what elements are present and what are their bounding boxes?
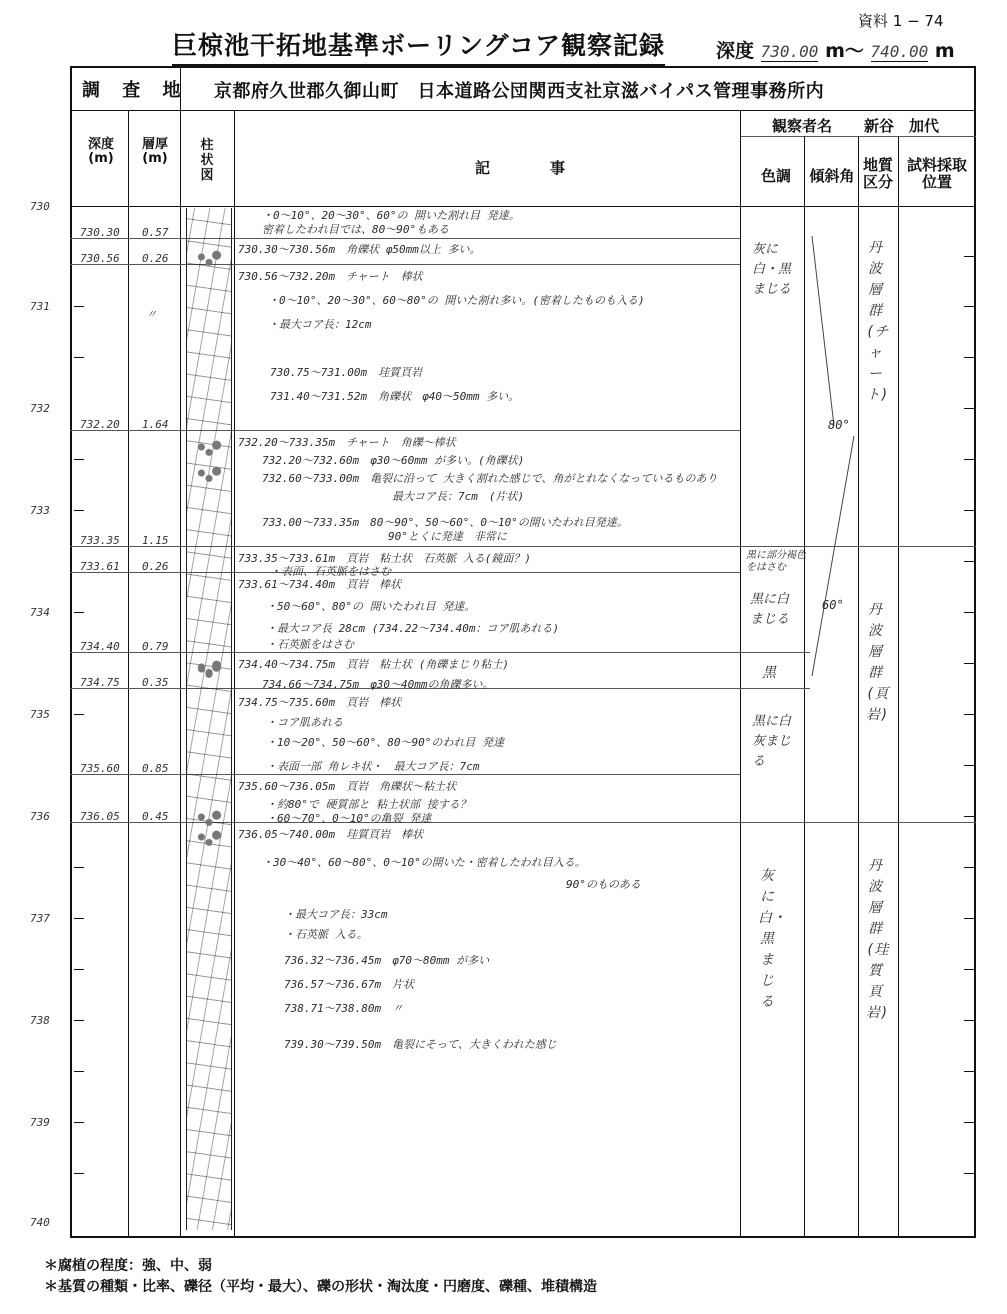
header-column: 柱状図 xyxy=(200,138,214,183)
layer-thickness: 1.15 xyxy=(142,534,169,547)
record-note: 735.60〜736.05m 頁岩 角礫状〜粘土状 xyxy=(238,780,457,793)
scale-tick xyxy=(964,256,974,257)
depth-scale-732: 732 xyxy=(30,402,50,415)
gravel-pattern xyxy=(190,660,228,678)
record-note: ・約80°で 硬質部と 粘土状部 接する？ xyxy=(266,798,471,811)
header-color: 色調 xyxy=(760,167,791,185)
record-note: 734.40〜734.75m 頁岩 粘土状 (角礫まじり粘土) xyxy=(238,658,509,671)
header-record: 記 事 xyxy=(474,159,565,177)
footnote: ＊腐植の程度：強、中、弱 xyxy=(44,1258,212,1274)
record-note: 732.20〜732.60m φ30〜60mm が多い。(角礫状) xyxy=(262,454,525,467)
record-note: 733.00〜733.35m 80〜90°、50〜60°、0〜10°の開いたわれ目発達。 xyxy=(262,516,628,529)
record-note: 730.56〜732.20m チャート 棒状 xyxy=(238,270,423,283)
scale-tick xyxy=(964,1020,974,1021)
observer-name: 新谷 加代 xyxy=(864,117,940,135)
scale-tick xyxy=(74,1020,84,1021)
depth-scale-738: 738 xyxy=(30,1014,50,1027)
dip-angle-lines xyxy=(804,206,858,1238)
layer-boundary xyxy=(70,572,740,573)
layer-boundary xyxy=(70,264,740,265)
scale-tick xyxy=(964,918,974,919)
dip-angle: 80° xyxy=(828,418,850,432)
layer-thickness: 〃 xyxy=(146,308,157,321)
record-note: 734.66〜734.75m φ30〜40mmの角礫多い。 xyxy=(262,678,494,691)
scale-tick xyxy=(964,765,974,766)
scale-tick xyxy=(964,357,974,358)
depth-from: 730.00 xyxy=(760,42,819,61)
depth-range xyxy=(716,36,955,63)
geo-division: 丹波層群(頁岩) xyxy=(866,602,889,723)
layer-depth: 733.61 xyxy=(80,560,120,573)
layer-depth: 736.05 xyxy=(80,810,120,823)
record-note: ・最大コア長 28cm (734.22〜734.40m：コア肌あれる) xyxy=(266,622,560,635)
col-div-geo xyxy=(898,136,899,1238)
depth-scale-731: 731 xyxy=(30,300,50,313)
record-note: ・石英脈 入る。 xyxy=(284,928,368,941)
record-note: 736.57〜736.67m 片状 xyxy=(284,978,415,991)
scale-tick xyxy=(964,306,974,307)
record-note: 739.30〜739.50m 亀裂にそって、大きくわれた感じ xyxy=(284,1038,557,1051)
geo-division: 丹波層群(珪質頁岩) xyxy=(866,858,889,1021)
layer-boundary xyxy=(70,430,740,431)
observer-label: 観察者名 xyxy=(772,117,833,135)
record-note: ・最大コア長：33cm xyxy=(284,908,388,921)
color-note: 黒に部分褐色をはさむ xyxy=(746,550,806,573)
depth-unit-2: m xyxy=(934,40,955,62)
record-note: 732.60〜733.00m 亀裂に沿って 大きく割れた感じで、角がとれなくなっているものあり xyxy=(262,472,718,485)
record-note: 733.35〜733.61m 頁岩 粘土状 石英脈 入る(鏡面？) xyxy=(238,552,531,565)
depth-scale-740: 740 xyxy=(30,1216,50,1229)
layer-boundary xyxy=(70,774,740,775)
color-note: 黒に白灰まじる xyxy=(752,714,792,769)
layer-boundary xyxy=(70,238,740,239)
record-note: ・0〜10°、20〜30°、60°の 開いた割れ目 発達。 xyxy=(262,209,520,222)
scale-tick xyxy=(964,1122,974,1123)
record-note: 732.20〜733.35m チャート 角礫〜棒状 xyxy=(238,436,456,449)
layer-depth: 734.40 xyxy=(80,640,120,653)
scale-tick xyxy=(74,1122,84,1123)
record-note: 731.40〜731.52m 角礫状 φ40〜50mm 多い。 xyxy=(270,390,520,403)
header-depth: 深度(m) xyxy=(87,137,114,166)
record-note: 最大コア長：7cm (片状) xyxy=(392,490,525,503)
record-note: ・10〜20°、50〜60°、80〜90°のわれ目 発達 xyxy=(266,736,504,749)
layer-thickness: 0.26 xyxy=(142,560,169,573)
record-note: 734.75〜735.60m 頁岩 棒状 xyxy=(238,696,402,709)
scale-tick xyxy=(964,408,974,409)
layer-depth: 733.35 xyxy=(80,534,120,547)
color-note: 灰に白・黒まじる xyxy=(752,242,792,297)
scale-tick xyxy=(964,1071,974,1072)
layer-thickness: 0.85 xyxy=(142,762,169,775)
scale-tick xyxy=(964,663,974,664)
document-number: 資料 1 − 74 xyxy=(858,12,944,30)
scale-tick xyxy=(964,1173,974,1174)
site-row-divider xyxy=(70,110,976,111)
footnote: ＊基質の種類・比率、礫径（平均・最大）、礫の形状・淘汰度・円磨度、礫種、堆積構造 xyxy=(44,1279,597,1295)
scale-tick xyxy=(74,867,84,868)
header-thickness: 層厚(m) xyxy=(142,137,169,166)
col-div-depth xyxy=(128,110,129,1238)
layer-depth: 735.60 xyxy=(80,762,120,775)
layer-thickness: 0.79 xyxy=(142,640,169,653)
record-note: 730.30〜730.56m 角礫状 φ50mm以上 多い。 xyxy=(238,243,481,256)
record-note: 738.71〜738.80m 〃 xyxy=(284,1002,404,1015)
depth-to: 740.00 xyxy=(870,42,929,61)
gravel-pattern xyxy=(190,248,228,266)
layer-thickness: 0.45 xyxy=(142,810,169,823)
col-div-column xyxy=(234,110,235,1238)
record-note: ・最大コア長：12cm xyxy=(268,318,372,331)
record-note: ・表面、石英脈をはさむ xyxy=(270,565,391,578)
record-note: 密着したわれ目では、80〜90°もある xyxy=(262,223,450,236)
scale-tick xyxy=(74,306,84,307)
layer-thickness: 0.35 xyxy=(142,676,169,689)
layer-thickness: 0.57 xyxy=(142,226,169,239)
site-label: 調 査 地 xyxy=(82,80,189,101)
scale-tick xyxy=(74,714,84,715)
record-note: 90°のものある xyxy=(566,878,641,891)
scale-tick xyxy=(74,612,84,613)
color-note: 黒 xyxy=(762,665,776,681)
gravel-pattern xyxy=(190,438,228,456)
layer-thickness: 1.64 xyxy=(142,418,169,431)
scale-tick xyxy=(74,357,84,358)
depth-scale-734: 734 xyxy=(30,606,50,619)
depth-range-label: 深度 xyxy=(716,40,755,62)
dip-angle: 60° xyxy=(822,598,844,612)
scale-tick xyxy=(964,510,974,511)
header-geo: 地質区分 xyxy=(862,156,893,191)
depth-unit-1: m〜 xyxy=(825,40,864,62)
geo-division: 丹波層群(チャート) xyxy=(866,240,889,403)
layer-depth: 732.20 xyxy=(80,418,120,431)
layer-depth: 730.56 xyxy=(80,252,120,265)
depth-scale-735: 735 xyxy=(30,708,50,721)
scale-tick xyxy=(964,816,974,817)
document-title: 巨椋池干拓地基準ボーリングコア観察記録 xyxy=(172,26,665,66)
gravel-pattern xyxy=(190,464,228,482)
scale-tick xyxy=(964,714,974,715)
scale-tick xyxy=(74,969,84,970)
record-note: 736.32〜736.45m φ70〜80mm が多い xyxy=(284,954,490,967)
scale-tick xyxy=(74,918,84,919)
layer-boundary xyxy=(70,652,810,653)
color-note-vertical: 灰に白・黒まじる xyxy=(758,868,786,1010)
gravel-pattern xyxy=(190,828,228,846)
header-dip: 傾斜角 xyxy=(809,167,855,185)
depth-scale-736: 736 xyxy=(30,810,50,823)
record-note: ・30〜40°、60〜80°、0〜10°の開いた・密着したわれ目入る。 xyxy=(262,856,586,869)
record-note: 736.05〜740.00m 珪質頁岩 棒状 xyxy=(238,828,424,841)
color-note: 黒に白まじる xyxy=(750,592,790,627)
record-note: 733.61〜734.40m 頁岩 棒状 xyxy=(238,578,402,591)
depth-scale-733: 733 xyxy=(30,504,50,517)
record-note: ・60〜70°、0〜10°の亀裂 発達 xyxy=(266,812,432,825)
scale-tick xyxy=(74,510,84,511)
site-value: 京都府久世郡久御山町 日本道路公団関西支社京滋バイパス管理事務所内 xyxy=(214,81,825,102)
depth-scale-737: 737 xyxy=(30,912,50,925)
scale-tick xyxy=(74,1071,84,1072)
record-note: ・表面一部 角レキ状・ 最大コア長：7cm xyxy=(266,760,480,773)
depth-scale-730: 730 xyxy=(30,200,50,213)
header-sample: 試料採取位置 xyxy=(906,156,967,191)
scale-tick xyxy=(964,561,974,562)
scale-tick xyxy=(964,969,974,970)
record-note: ・コア肌あれる xyxy=(266,716,343,729)
scale-tick xyxy=(74,1173,84,1174)
record-note: ・50〜60°、80°の 開いたわれ目 発達。 xyxy=(266,600,476,613)
layer-thickness: 0.26 xyxy=(142,252,169,265)
core-column-drawing xyxy=(186,208,232,1230)
scale-tick xyxy=(964,612,974,613)
depth-scale-739: 739 xyxy=(30,1116,50,1129)
record-note: ・0〜10°、20〜30°、60〜80°の 開いた割れ多い。(密着したものも入る) xyxy=(268,294,645,307)
record-note: ・石英脈をはさむ xyxy=(266,638,354,651)
layer-depth: 734.75 xyxy=(80,676,120,689)
scale-tick xyxy=(74,459,84,460)
layer-depth: 730.30 xyxy=(80,226,120,239)
gravel-pattern xyxy=(190,808,228,826)
record-note: 90°とくに発達 非常に xyxy=(388,530,507,543)
record-note: 730.75〜731.00m 珪質頁岩 xyxy=(270,366,423,379)
scale-tick xyxy=(964,867,974,868)
col-div-dip xyxy=(858,136,859,1238)
scale-tick xyxy=(964,459,974,460)
col-div-record xyxy=(740,110,741,1238)
